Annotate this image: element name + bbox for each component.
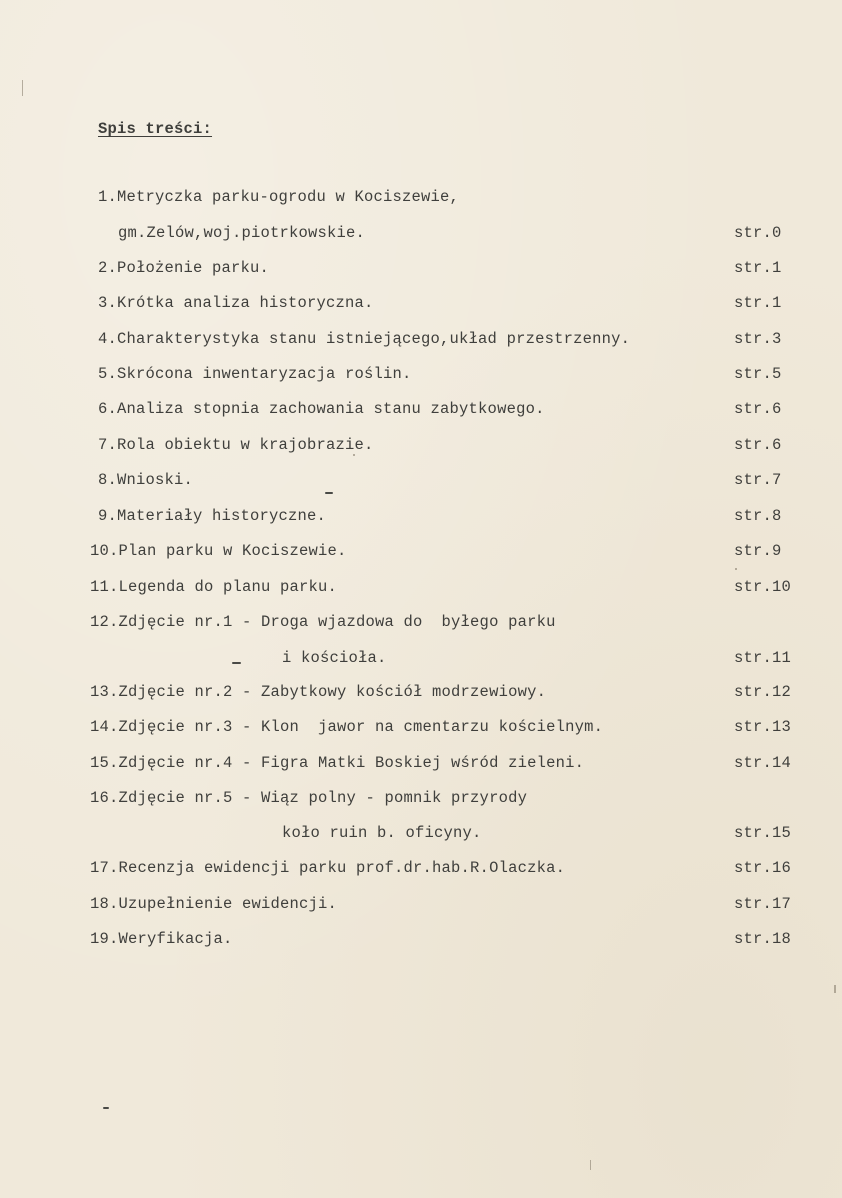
toc-entry-18: [0, 895, 842, 917]
toc-entry-text: 16.Zdjęcie nr.5 - Wiąz polny - pomnik przyrody: [90, 789, 528, 807]
toc-entry-page: str.8: [734, 507, 782, 525]
toc-entry-3: [0, 294, 842, 316]
stray-dash-mark: [232, 662, 241, 664]
toc-entry-text: 13.Zdjęcie nr.2 - Zabytkowy kościół modrzewiowy.: [90, 683, 547, 701]
toc-entry-17: [0, 859, 842, 881]
toc-entry-page: str.0: [734, 224, 782, 242]
toc-entry-6: [0, 400, 842, 422]
toc-entry-16-continued: [0, 824, 842, 846]
toc-entry-page: str.11: [734, 649, 792, 667]
toc-entry-1: [0, 188, 842, 210]
toc-entry-text: 10.Plan parku w Kociszewie.: [90, 542, 347, 560]
toc-entry-text: 5.Skrócona inwentaryzacja roślin.: [98, 365, 412, 383]
toc-entry-page: str.9: [734, 542, 782, 560]
toc-entry-14: [0, 718, 842, 740]
toc-entry-text: 12.Zdjęcie nr.1 - Droga wjazdowa do byłego parku: [90, 613, 556, 631]
toc-entry-13: [0, 683, 842, 705]
toc-entry-page: str.3: [734, 330, 782, 348]
toc-entry-text: 2.Położenie parku.: [98, 259, 270, 277]
toc-entry-text: 8.Wnioski.: [98, 471, 194, 489]
toc-entry-page: str.6: [734, 400, 782, 418]
toc-entry-text: 15.Zdjęcie nr.4 - Figra Matki Boskiej wśród zieleni.: [90, 754, 585, 772]
toc-entry-text: 1.Metryczka parku-ogrodu w Kociszewie,: [98, 188, 460, 206]
toc-entry-text: koło ruin b. oficyny.: [282, 824, 482, 842]
toc-entry-1-continued: [0, 224, 842, 246]
toc-entry-text: 19.Weryfikacja.: [90, 930, 233, 948]
toc-entry-2: [0, 259, 842, 281]
toc-entry-page: str.17: [734, 895, 792, 913]
toc-entry-page: str.13: [734, 718, 792, 736]
toc-entry-12-continued: [0, 649, 842, 671]
toc-entry-page: str.15: [734, 824, 792, 842]
toc-entry-page: str.5: [734, 365, 782, 383]
paper-speck: [22, 80, 23, 96]
toc-entry-text: 4.Charakterystyka stanu istniejącego,układ przestrzenny.: [98, 330, 631, 348]
toc-entry-15: [0, 754, 842, 776]
toc-entry-9: [0, 507, 842, 529]
toc-entry-page: str.1: [734, 259, 782, 277]
toc-entry-5: [0, 365, 842, 387]
toc-entry-text: 11.Legenda do planu parku.: [90, 578, 338, 596]
toc-entry-19: [0, 930, 842, 952]
toc-entry-text: 6.Analiza stopnia zachowania stanu zabytkowego.: [98, 400, 545, 418]
toc-entry-text: i kościoła.: [282, 649, 387, 667]
toc-entry-page: str.6: [734, 436, 782, 454]
toc-title: Spis treści:: [98, 120, 213, 138]
stray-dash-mark: [103, 1107, 109, 1109]
paper-speck: [353, 454, 355, 456]
toc-entry-text: 3.Krótka analiza historyczna.: [98, 294, 374, 312]
toc-entry-text: gm.Zelów,woj.piotrkowskie.: [118, 224, 366, 242]
toc-entry-page: str.1: [734, 294, 782, 312]
toc-entry-text: 7.Rola obiektu w krajobrazie.: [98, 436, 374, 454]
toc-entry-page: str.12: [734, 683, 792, 701]
toc-entry-page: str.16: [734, 859, 792, 877]
stray-dash-mark: [325, 492, 333, 494]
toc-entry-text: 18.Uzupełnienie ewidencji.: [90, 895, 338, 913]
paper-speck: [590, 1160, 591, 1170]
toc-entry-page: str.14: [734, 754, 792, 772]
paper-speck: [735, 568, 737, 570]
toc-entry-page: str.7: [734, 471, 782, 489]
toc-entry-11: [0, 578, 842, 600]
toc-entry-text: 9.Materiały historyczne.: [98, 507, 327, 525]
toc-entry-page: str.10: [734, 578, 792, 596]
toc-entry-8: [0, 471, 842, 493]
toc-entry-10: [0, 542, 842, 564]
toc-entry-12: [0, 613, 842, 635]
toc-entry-text: 17.Recenzja ewidencji parku prof.dr.hab.R.Olaczka.: [90, 859, 566, 877]
toc-entry-7: [0, 436, 842, 458]
toc-entry-page: str.18: [734, 930, 792, 948]
toc-entry-text: 14.Zdjęcie nr.3 - Klon jawor na cmentarzu kościelnym.: [90, 718, 604, 736]
paper-speck: [834, 985, 836, 993]
toc-entry-4: [0, 330, 842, 352]
toc-entry-16: [0, 789, 842, 811]
